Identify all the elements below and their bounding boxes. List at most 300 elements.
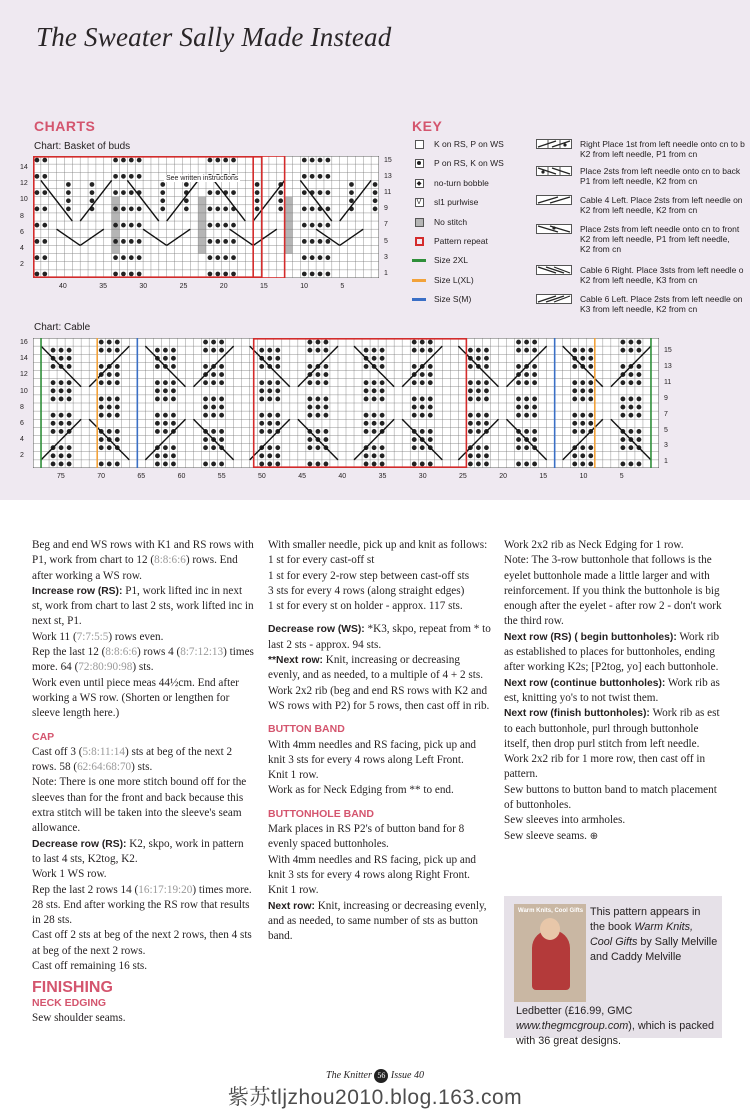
purl-dot: [66, 198, 71, 203]
cable-6-left-icon: [536, 294, 572, 304]
purl-dot: [275, 380, 280, 385]
column-number: 40: [59, 283, 67, 290]
purl-dot: [516, 397, 521, 402]
purl-dot: [51, 348, 56, 353]
purl-dot: [629, 348, 634, 353]
purl-dot: [163, 348, 168, 353]
purl-dot: [171, 364, 176, 369]
purl-dot: [326, 272, 331, 277]
purl-dot: [629, 413, 634, 418]
purl-dot: [59, 356, 64, 361]
purl-dot: [588, 453, 593, 458]
purl-dot: [476, 388, 481, 393]
row-number: 12: [20, 371, 28, 379]
purl-dot: [215, 272, 220, 277]
end-mark-icon: ⊕: [589, 830, 599, 842]
purl-dot: [620, 340, 625, 345]
purl-dot: [121, 223, 126, 228]
purl-dot: [115, 413, 120, 418]
purl-dot: [163, 429, 168, 434]
purl-dot: [259, 388, 264, 393]
purl-dot: [278, 190, 283, 195]
purl-dot: [637, 348, 642, 353]
purl-dot: [163, 421, 168, 426]
purl-dot: [155, 380, 160, 385]
purl-dot: [35, 223, 40, 228]
purl-dot: [215, 223, 220, 228]
key-text: Place 2sts from left needle onto cn to back: [580, 166, 741, 176]
purl-dot: [629, 380, 634, 385]
instructions-column-2: [268, 538, 494, 944]
purl-dot: [90, 190, 95, 195]
purl-dot: [524, 462, 529, 467]
purl-dot: [171, 462, 176, 467]
paragraph: Cast off 3 (5:8:11:14) sts at beg of the next 2 rows. 58 (62:64:68:70) sts.: [32, 745, 233, 774]
purl-dot: [59, 453, 64, 458]
purl-dot: [208, 190, 213, 195]
purl-dot: [208, 255, 213, 260]
purl-dot: [326, 223, 331, 228]
column-number: 70: [97, 473, 105, 480]
cable-key-item: [536, 224, 739, 254]
purl-dot: [318, 255, 323, 260]
purl-dot: [428, 340, 433, 345]
purl-dot: [572, 429, 577, 434]
column-number: 35: [99, 283, 107, 290]
purl-dot: [532, 380, 537, 385]
column-number: 20: [219, 283, 228, 290]
purl-dot: [412, 348, 417, 353]
purl-dot: [532, 397, 537, 402]
purl-dot: [302, 239, 307, 244]
purl-dot: [59, 413, 64, 418]
purl-dot: [267, 356, 272, 361]
column-number: 20: [499, 473, 507, 480]
purl-dot: [67, 445, 72, 450]
purl-dot: [412, 380, 417, 385]
purl-dot: [484, 388, 489, 393]
purl-dot: [129, 272, 134, 277]
row-number: 6: [20, 228, 24, 236]
purl-dot: [310, 174, 315, 179]
purl-dot: [51, 453, 56, 458]
paragraph: Cast off 2 sts at beg of the next 2 rows, then 4 sts at beg of the next 2 rows.: [32, 929, 252, 957]
purl-dot: [160, 207, 165, 212]
book-text-continued: Ledbetter (£16.99, GMC www.thegmcgroup.com), which is packed with 36 great designs.: [516, 1005, 715, 1047]
purl-dot: [532, 348, 537, 353]
purl-dot: [476, 413, 481, 418]
paragraph: 1 st for every st on holder - approx. 117 sts.: [268, 600, 463, 613]
purl-dot: [107, 348, 112, 353]
purl-dot: [524, 372, 529, 377]
purl-dot: [137, 223, 142, 228]
purl-dot: [35, 255, 40, 260]
purl-dot: [428, 364, 433, 369]
row-number: 1: [664, 458, 668, 466]
purl-dot: [476, 453, 481, 458]
key-item: [412, 139, 504, 149]
purl-dot: [588, 356, 593, 361]
blue-line-icon: [412, 298, 426, 301]
purl-dot: [326, 158, 331, 163]
purl-dot: [380, 397, 385, 402]
purl-dot: [184, 182, 189, 187]
cap-heading: CAP: [32, 730, 55, 743]
page-number: 56: [374, 1069, 388, 1083]
purl-dot: [35, 207, 40, 212]
purl-dot: [66, 190, 71, 195]
purl-dot: [468, 348, 473, 353]
paragraph: Work 2x2 rib (beg and end RS rows with K2 and WS rows with P2) for 5 rows, then cast off in rib.: [268, 684, 490, 712]
purl-dot: [620, 380, 625, 385]
purl-dot: [203, 445, 208, 450]
purl-dot: [129, 190, 134, 195]
purl-dot: [113, 239, 118, 244]
purl-dot: [428, 413, 433, 418]
purl-dot: [99, 405, 104, 410]
purl-dot: [208, 223, 213, 228]
purl-dot: [155, 453, 160, 458]
purl-dot: [259, 348, 264, 353]
purl-dot: [637, 372, 642, 377]
purl-dot: [155, 364, 160, 369]
purl-dot: [223, 207, 228, 212]
row-number: 14: [20, 164, 28, 171]
key-item: [412, 178, 489, 188]
purl-dot: [629, 429, 634, 434]
purl-dot: [163, 453, 168, 458]
purl-dot: [137, 255, 142, 260]
purl-dot: [121, 158, 126, 163]
purl-dot: [66, 207, 71, 212]
purl-dot: [468, 453, 473, 458]
purl-dot: [637, 405, 642, 410]
purl-dot: [107, 429, 112, 434]
purl-dot: [372, 421, 377, 426]
purl-dot: [267, 380, 272, 385]
purl-dot: [580, 348, 585, 353]
column-number: 5: [619, 473, 624, 480]
paragraph: Next row (finish buttonholes): Work rib as est to each buttonhole, purl through buttonhole itself, then drop purl stitch from left needle.: [504, 707, 720, 750]
purl-dot: [115, 348, 120, 353]
row-number: 11: [664, 378, 672, 386]
purl-dot: [484, 348, 489, 353]
cable-4-left-icon: [536, 195, 572, 205]
purl-dot: [113, 272, 118, 277]
purl-dot: [163, 445, 168, 450]
purl-dot: [310, 223, 315, 228]
purl-dot: [307, 340, 312, 345]
purl-dot: [484, 364, 489, 369]
column-number: 35: [378, 473, 387, 480]
purl-dot: [468, 364, 473, 369]
purl-dot: [255, 207, 260, 212]
purl-dot: [524, 397, 529, 402]
purl-dot: [259, 453, 264, 458]
purl-dot: [107, 405, 112, 410]
purl-dot: [572, 413, 577, 418]
purl-dot: [137, 158, 142, 163]
paragraph: Work 2x2 rib as Neck Edging for 1 row.: [504, 539, 684, 551]
purl-dot: [267, 421, 272, 426]
purl-dot: [211, 397, 216, 402]
purl-dot: [107, 462, 112, 467]
purl-dot: [316, 397, 321, 402]
key-text: K2 from left needle, K2 from cn: [580, 205, 698, 215]
column-number: 50: [258, 473, 266, 480]
column-number: 40: [338, 473, 347, 480]
purl-dot: [275, 413, 280, 418]
purl-dot: [324, 340, 329, 345]
purl-dot: [637, 364, 642, 369]
purl-dot: [155, 421, 160, 426]
purl-dot: [324, 372, 329, 377]
purl-dot: [637, 462, 642, 467]
purl-dot: [420, 429, 425, 434]
purl-dot: [42, 158, 47, 163]
paragraph: Next row: Knit, increasing or decreasing evenly, and as needed, to same number of sts as button band.: [268, 899, 487, 943]
purl-dot: [318, 239, 323, 244]
purl-dot: [231, 239, 236, 244]
purl-dot: [223, 239, 228, 244]
purl-dot: [267, 453, 272, 458]
purl-dot: [259, 413, 264, 418]
purl-dot: [580, 462, 585, 467]
purl-dot: [372, 348, 377, 353]
purl-dot: [324, 405, 329, 410]
purl-dot: [324, 413, 329, 418]
purl-dot: [620, 405, 625, 410]
purl-dot: [524, 413, 529, 418]
paragraph: Decrease row (WS): *K3, skpo, repeat from * to last 2 sts - approx. 94 sts.: [268, 623, 491, 651]
purl-dot: [67, 397, 72, 402]
purl-dot: [468, 421, 473, 426]
purl-dot: [42, 207, 47, 212]
paragraph: Sew buttons to button band to match placement of buttonholes.: [504, 783, 717, 812]
purl-dot: [380, 388, 385, 393]
row-number: 6: [20, 420, 24, 427]
purl-dot: [219, 413, 224, 418]
purl-dot: [90, 182, 95, 187]
key-text: K2 from left needle, P1 from left needle,: [580, 234, 730, 244]
purl-dot: [99, 364, 104, 369]
cover-title: Warm Knits, Cool Gifts: [518, 908, 584, 914]
purl-dot: [223, 158, 228, 163]
purl-dot: [184, 198, 189, 203]
purl-dot: [420, 380, 425, 385]
purl-dot: [637, 413, 642, 418]
purl-dot: [316, 445, 321, 450]
purl-dot: [588, 462, 593, 467]
row-number: 1: [384, 269, 388, 277]
purl-dot: [318, 158, 323, 163]
purl-dot: [588, 348, 593, 353]
buttonhole-band-heading: BUTTONHOLE BAND: [268, 807, 374, 820]
row-number: 5: [664, 426, 668, 434]
key-text: K2 from left needle, P1 from cn: [580, 149, 698, 159]
purl-dot: [219, 405, 224, 410]
purl-dot: [324, 380, 329, 385]
purl-dot: [171, 348, 176, 353]
purl-dot: [307, 364, 312, 369]
key-text: Cable 6 Right. Place 3sts from left needle o: [580, 265, 744, 275]
purl-dot: [516, 413, 521, 418]
purl-dot: [203, 380, 208, 385]
purl-dot: [476, 429, 481, 434]
purl-dot: [121, 255, 126, 260]
column-number: 60: [177, 473, 186, 480]
purl-dot: [107, 340, 112, 345]
key-text: P1 from left needle, K2 from cn: [580, 176, 698, 186]
purl-dot: [316, 380, 321, 385]
purl-dot: [516, 340, 521, 345]
purl-dot: [364, 413, 369, 418]
purl-dot: [129, 255, 134, 260]
cable-front-icon: [536, 224, 572, 234]
purl-dot: [326, 174, 331, 179]
purl-dot: [115, 405, 120, 410]
purl-dot: [160, 198, 165, 203]
key-text: Size L(XL): [434, 275, 474, 285]
purl-dot: [35, 239, 40, 244]
purl-dot: [113, 174, 118, 179]
purl-dot: [572, 453, 577, 458]
purl-dot: [588, 397, 593, 402]
cable-key-item: [536, 265, 743, 285]
row-number: 16: [20, 339, 28, 346]
purl-dot: [310, 272, 315, 277]
column-number: 25: [179, 283, 188, 290]
purl-dot: [163, 356, 168, 361]
purl-dot: [316, 348, 321, 353]
purl-dot: [318, 190, 323, 195]
cable-right-purl-icon: [536, 139, 572, 149]
purl-dot: [302, 255, 307, 260]
purl-dot: [211, 445, 216, 450]
purl-dot: [484, 380, 489, 385]
purl-dot: [572, 380, 577, 385]
purl-dot: [267, 388, 272, 393]
purl-dot: [59, 380, 64, 385]
purl-dot: [572, 462, 577, 467]
purl-dot: [637, 397, 642, 402]
chart1-label: Chart: Basket of buds: [34, 141, 131, 152]
purl-dot: [215, 158, 220, 163]
cable-key-item: [536, 166, 740, 186]
key-item: [412, 294, 471, 304]
purl-dot: [629, 405, 634, 410]
purl-dot: [107, 380, 112, 385]
paragraph: Next row (continue buttonholes): Work rib as est, knitting yo's to not twist them.: [504, 676, 720, 704]
purl-dot: [275, 364, 280, 369]
purl-dot: [163, 380, 168, 385]
row-number: 8: [20, 403, 24, 411]
purl-dot: [310, 158, 315, 163]
purl-dot: [318, 174, 323, 179]
purl-dot: [219, 437, 224, 442]
purl-dot: [219, 372, 224, 377]
purl-dot: [372, 462, 377, 467]
purl-dot: [275, 356, 280, 361]
key-item: [412, 275, 474, 285]
row-number: 12: [20, 180, 28, 188]
purl-dot: [373, 190, 378, 195]
purl-dot: [428, 462, 433, 467]
purl-dot: [468, 380, 473, 385]
purl-dot: [349, 190, 354, 195]
purl-dot: [372, 380, 377, 385]
purl-dot: [310, 207, 315, 212]
purl-dot: [99, 348, 104, 353]
purl-dot: [524, 380, 529, 385]
purl-dot: [107, 372, 112, 377]
purl-dot: [259, 364, 264, 369]
purl-dot: [412, 397, 417, 402]
purl-dot: [155, 413, 160, 418]
purl-dot: [620, 397, 625, 402]
key-text: P on RS, K on WS: [434, 158, 504, 168]
paragraph: Work 1 WS row.: [32, 868, 107, 881]
purl-dot: [155, 348, 160, 353]
purl-dot: [107, 397, 112, 402]
purl-dot: [211, 429, 216, 434]
purl-dot: [318, 223, 323, 228]
knit-box-icon: [415, 140, 424, 149]
purl-dot: [42, 190, 47, 195]
purl-dot: [99, 413, 104, 418]
row-number: 8: [20, 212, 24, 220]
purl-dot: [349, 182, 354, 187]
no-stitch-icon: [415, 218, 424, 227]
purl-dot: [532, 340, 537, 345]
row-number: 13: [384, 173, 392, 181]
purl-dot: [67, 388, 72, 393]
purl-dot: [580, 453, 585, 458]
purl-dot: [428, 397, 433, 402]
book-text: This pattern appears in the book Warm Knits, Cool Gifts by Sally Melville and Caddy Melville: [590, 906, 718, 963]
purl-dot: [364, 364, 369, 369]
purl-dot: [484, 356, 489, 361]
purl-dot: [324, 364, 329, 369]
purl-dot: [42, 255, 47, 260]
purl-dot: [620, 348, 625, 353]
purl-dot: [208, 158, 213, 163]
purl-dot: [259, 429, 264, 434]
purl-dot: [307, 413, 312, 418]
purl-dot: [129, 174, 134, 179]
purl-dot: [67, 356, 72, 361]
purl-dot: [302, 223, 307, 228]
paragraph: Note: The 3-row buttonhole that follows is the eyelet buttonhole made a little larger and with reinforcement. If you think the buttonhole is big enough after the eyelet - after row 2 - don't work the third row.: [504, 554, 722, 628]
purl-dot: [372, 429, 377, 434]
purl-dot: [364, 380, 369, 385]
purl-dot: [588, 421, 593, 426]
purl-dot: [59, 348, 64, 353]
purl-dot: [171, 453, 176, 458]
purl-dot: [223, 272, 228, 277]
purl-dot: [484, 462, 489, 467]
paragraph: Sew sleeves into armholes.: [504, 814, 626, 827]
purl-dot: [99, 445, 104, 450]
purl-dot: [137, 207, 142, 212]
purl-dot: [372, 445, 377, 450]
purl-dot: [219, 380, 224, 385]
row-number: 10: [20, 387, 28, 395]
slip-v-icon: V: [415, 198, 424, 207]
paragraph: 3 sts for every 4 rows (along straight edges): [268, 584, 465, 597]
purl-dot: [468, 388, 473, 393]
purl-dot: [121, 174, 126, 179]
